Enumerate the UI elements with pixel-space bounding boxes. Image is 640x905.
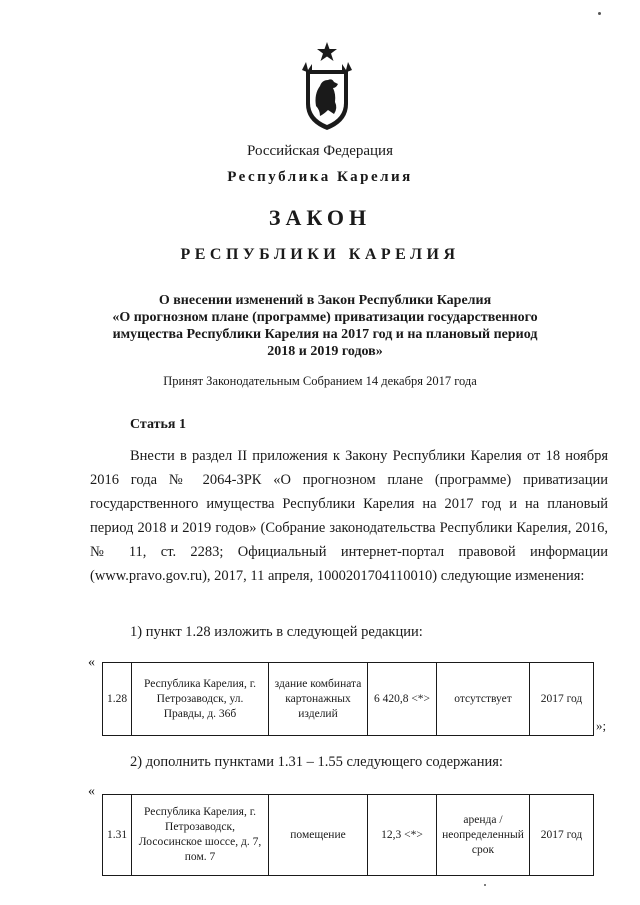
property-table-2 [102, 794, 594, 876]
table-cell-area: 6 420,8 <*> [368, 663, 437, 736]
article-paragraph: Внести в раздел II приложения к Закону Республики Карелия от 18 ноября 2016 года № 2064-ЗРК «О прогнозном плане (программе) приватизации государственного имущества Республики Карелия на 2017 год и на плановый период 2018 и 2019 годов» (Собрание законодательства Республики Карелия, 2016, № 11, ст. 2283; Официальный интернет-портал правовой информации (www.pravo.gov.ru), 2017, 11 апреля, 1000201704110010) следующие изменения: [90, 448, 608, 584]
document-issuer-heading: РЕСПУБЛИКИ КАРЕЛИЯ [180, 246, 460, 263]
law-title-line: 2018 и 2019 годов» [267, 344, 383, 359]
table-cell-number: 1.28 [103, 663, 132, 736]
quote-open-mark: « [88, 784, 95, 799]
quote-open-mark: « [88, 655, 95, 670]
table-cell-owner: Республика Карелия, г. Петрозаводск, Лососинское шоссе, д. 7, пом. 7 [132, 795, 269, 876]
amendment-item-2: 2) дополнить пунктами 1.31 – 1.55 следующего содержания: [130, 754, 503, 770]
law-title-line: имущества Республики Карелия на 2017 год и на плановый период [112, 327, 538, 342]
table-row [103, 795, 594, 876]
scan-speck [598, 12, 601, 15]
article-heading: Статья 1 [130, 417, 186, 432]
law-title [90, 292, 560, 360]
amendment-item-1: 1) пункт 1.28 изложить в следующей редакции: [130, 624, 423, 640]
adoption-note: Принят Законодательным Собранием 14 декабря 2017 года [163, 374, 477, 388]
coat-of-arms-emblem [298, 40, 356, 132]
scan-speck [484, 884, 486, 886]
table-cell-owner: Республика Карелия, г. Петрозаводск, ул. Правды, д. 36б [132, 663, 269, 736]
quote-close-mark: »; [596, 718, 607, 733]
table-row [103, 663, 594, 736]
article-body [90, 444, 608, 588]
table-cell-object: здание комбината картонажных изделий [269, 663, 368, 736]
country-name: Российская Федерация [247, 143, 393, 159]
table-cell-object: помещение [269, 795, 368, 876]
law-title-line: О внесении изменений в Закон Республики Карелия [158, 293, 492, 308]
table-cell-year: 2017 год [530, 795, 594, 876]
property-table-1 [102, 662, 594, 736]
table-cell-encumbrance: отсутствует [437, 663, 530, 736]
table-cell-number: 1.31 [103, 795, 132, 876]
republic-name: Республика Карелия [227, 169, 413, 185]
table-cell-area: 12,3 <*> [368, 795, 437, 876]
table-cell-year: 2017 год [530, 663, 594, 736]
table-cell-encumbrance: аренда / неопределенный срок [437, 795, 530, 876]
document-type-heading: ЗАКОН [268, 205, 372, 230]
law-title-line: «О прогнозном плане (программе) приватизации государственного [112, 310, 538, 325]
